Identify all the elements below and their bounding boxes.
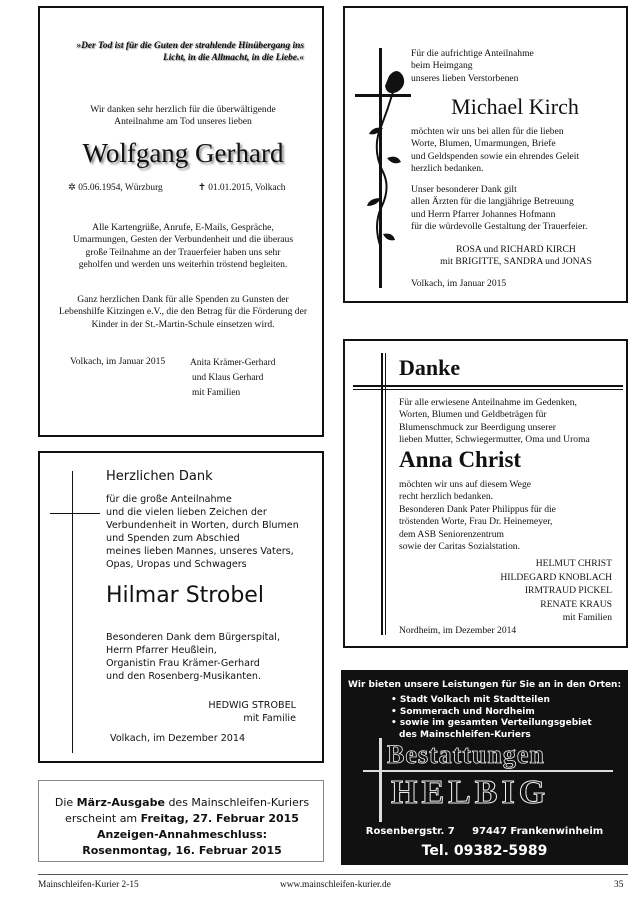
text-line: recht herzlich bedanken. [399, 491, 494, 503]
notice-line-3 [39, 827, 325, 843]
cross-horizontal [353, 385, 623, 387]
place-item: • Sommerach und Nordheim [391, 706, 535, 717]
birth-date: ✲ 05.06.1954, Würzburg [68, 183, 163, 193]
text-line: Blumenschmuck zur Beerdigung unserer [399, 421, 556, 433]
text-line: dem ASB Seniorenzentrum [399, 528, 504, 540]
logo-top: Bestattungen [387, 740, 545, 769]
thanks-text: Wir danken sehr herzlich für die überwältigende Anteilnahme am Tod unseres lieben [90, 104, 276, 128]
text-line: und Herrn Pfarrer Johannes Hofmann [411, 208, 556, 220]
intro-text [106, 493, 299, 571]
notice-line-2 [39, 811, 325, 827]
logo-cross-vertical [379, 738, 382, 822]
text-line: möchten wir uns bei allen für die lieben [411, 126, 564, 137]
notice-text [39, 795, 325, 859]
footer-publication: Mainschleifen-Kurier 2-15 [38, 880, 139, 890]
logo-cross-horizontal [363, 770, 613, 772]
text-run: erscheint am [65, 812, 141, 825]
death-notice-strobel [38, 451, 324, 763]
place-date: Nordheim, im Dezember 2014 [399, 625, 517, 636]
text-run: Stadt Volkach mit Stadtteilen [399, 695, 550, 705]
signer: mit Familie [243, 713, 296, 724]
footer-website[interactable]: www.mainschleifen-kurier.de [280, 880, 391, 890]
service-places [391, 695, 592, 741]
text-line: Worten, Blumen und Geldbeträgen für [399, 409, 547, 421]
deceased-name: Anna Christ [399, 447, 522, 472]
text-line: für die große Anteilnahme [106, 494, 232, 505]
text-line: Unser besonderer Dank gilt [411, 184, 517, 195]
service-heading: Wir bieten unsere Leistungen für Sie an in den Orten: [347, 680, 622, 690]
signer: mit Familien [562, 612, 612, 624]
deceased-name: Michael Kirch [451, 94, 579, 119]
text-line: Besonderen Dank dem Bürgerspital, [106, 632, 281, 643]
footer-rule [38, 874, 628, 875]
death-notice-gerhard [38, 6, 324, 437]
notice-line-1 [39, 795, 325, 811]
text-run: März-Ausgabe [76, 796, 165, 809]
helbig-advertisement [341, 670, 628, 847]
title: Danke [399, 355, 461, 380]
signer: IRMTRAUD PICKEL [524, 585, 612, 597]
text-line: und Spenden zum Abschied [106, 533, 240, 544]
special-thanks [411, 184, 587, 234]
text-run: sowie im gesamten Verteilungsgebiet [399, 718, 592, 728]
text-run: Freitag, 27. Februar 2015 [140, 812, 299, 825]
notice-line-4 [39, 843, 325, 859]
signer: ROSA und RICHARD KIRCH [456, 244, 576, 255]
text-line: lieben Mutter, Schwiegermutter, Oma und Uroma [399, 434, 590, 446]
page-number: 35 [614, 880, 624, 890]
signer: HELMUT CHRIST [535, 558, 612, 569]
phone: Tel. 09382-5989 [341, 843, 628, 865]
cross-rose-icon [353, 48, 413, 298]
place-item: des Mainschleifen-Kuriers [399, 729, 531, 740]
motto: »Der Tod ist für die Guten der strahlende Hinübergang ins Licht, in die Allmacht, in die Liebe.« [76, 41, 304, 63]
donation-text: Ganz herzlichen Dank für alle Spenden zu Gunsten der Lebenshilfe Kitzingen e.V., die den Betrag für die Förderung der Kinder in der St.-Martin-Schule einsetzen wird. [58, 294, 308, 330]
signer: HEDWIG STROBEL [208, 700, 296, 711]
death-date: ✝ 01.01.2015, Volkach [198, 183, 286, 193]
signer: mit BRIGITTE, SANDRA und JONAS [440, 256, 592, 268]
place-date: Volkach, im Dezember 2014 [110, 733, 246, 744]
intro-text [399, 397, 590, 447]
address: Rosenbergstr. 7 97447 Frankenwinheim [365, 826, 604, 837]
text-line: herzlich bedanken. [411, 163, 484, 175]
signer: RENATE KRAUS [540, 598, 612, 610]
cross-horizontal [50, 513, 100, 514]
text-line: für die würdevolle Gestaltung der Trauerfeier. [411, 221, 588, 233]
cross-horizontal-2 [353, 389, 623, 390]
death-notice-kirch [343, 6, 628, 303]
text-line: meines lieben Mannes, unseres Vaters, [106, 546, 294, 557]
body-text: Alle Kartengrüße, Anrufe, E-Mails, Gespräche, Umarmungen, Gesten der Verbundenheit und die überaus große Teilnahme an der Trauerfeier haben uns sehr geholfen und werden uns weiterhin tröstend begleiten. [72, 222, 294, 271]
text-run: Anzeigen-Annahmeschluss: [96, 828, 268, 841]
text-run: des Mainschleifen-Kuriers [164, 796, 310, 809]
signers [208, 699, 296, 725]
place-item: • sowie im gesamten Verteilungsgebiet [391, 718, 592, 728]
death-notice-christ [343, 339, 628, 648]
text-line: Für alle erwiesene Anteilnahme im Gedenken, [399, 397, 577, 408]
signers [411, 244, 621, 269]
text-line: möchten wir uns auf diesem Wege [399, 479, 531, 490]
text-line: und die vielen lieben Zeichen der [106, 507, 267, 518]
deadline-notice [38, 780, 324, 862]
logo-bottom: HELBIG [391, 774, 550, 811]
signers [500, 557, 612, 625]
text-line: Organistin Frau Krämer-Gerhard [106, 658, 260, 669]
signers [190, 356, 275, 401]
text-run: Sommerach und Nordheim [399, 706, 535, 717]
deceased-name: Wolfgang Gerhard [82, 138, 284, 168]
special-thanks [106, 631, 280, 683]
body-text [399, 479, 556, 553]
text-line: Worte, Blumen, Umarmungen, Briefe [411, 138, 556, 150]
text-line: unseres lieben Verstorbenen [411, 72, 519, 84]
place-date: Volkach, im Januar 2015 [411, 278, 507, 289]
text-line: tröstenden Worte, Frau Dr. Heinemeyer, [399, 516, 553, 528]
deceased-name: Hilmar Strobel [106, 583, 264, 608]
signer: Anita Krämer-Gerhard [190, 358, 276, 368]
cross-vertical-2 [385, 353, 386, 635]
place-date: Volkach, im Januar 2015 [70, 356, 166, 367]
signer: und Klaus Gerhard [192, 373, 264, 383]
title: Herzlichen Dank [106, 469, 213, 484]
text-run: Die [54, 796, 77, 809]
body-text [411, 126, 579, 176]
text-line: Für die aufrichtige Anteilnahme [411, 48, 534, 59]
text-line: Opas, Uropas und Schwagers [106, 559, 247, 570]
text-line: und Geldspenden sowie ein ehrendes Geleit [411, 150, 580, 162]
cross-vertical [381, 353, 383, 635]
place-item: • Stadt Volkach mit Stadtteilen [391, 695, 550, 705]
text-line: allen Ärzten für die langjährige Betreuung [411, 196, 574, 208]
text-line: und den Rosenberg-Musikanten. [106, 671, 261, 682]
text-line: sowie der Caritas Sozialstation. [399, 541, 520, 553]
text-line: Verbundenheit in Worten, durch Blumen [106, 520, 299, 531]
signer: mit Familien [192, 388, 241, 398]
signer: HILDEGARD KNOBLACH [500, 571, 612, 583]
text-line: beim Heimgang [411, 60, 473, 72]
text-run: Rosenmontag, 16. Februar 2015 [82, 844, 282, 857]
text-line: Herrn Pfarrer Heußlein, [106, 645, 217, 656]
intro-text [411, 48, 534, 85]
text-line: Besonderen Dank Pater Philippus für die [399, 503, 556, 515]
